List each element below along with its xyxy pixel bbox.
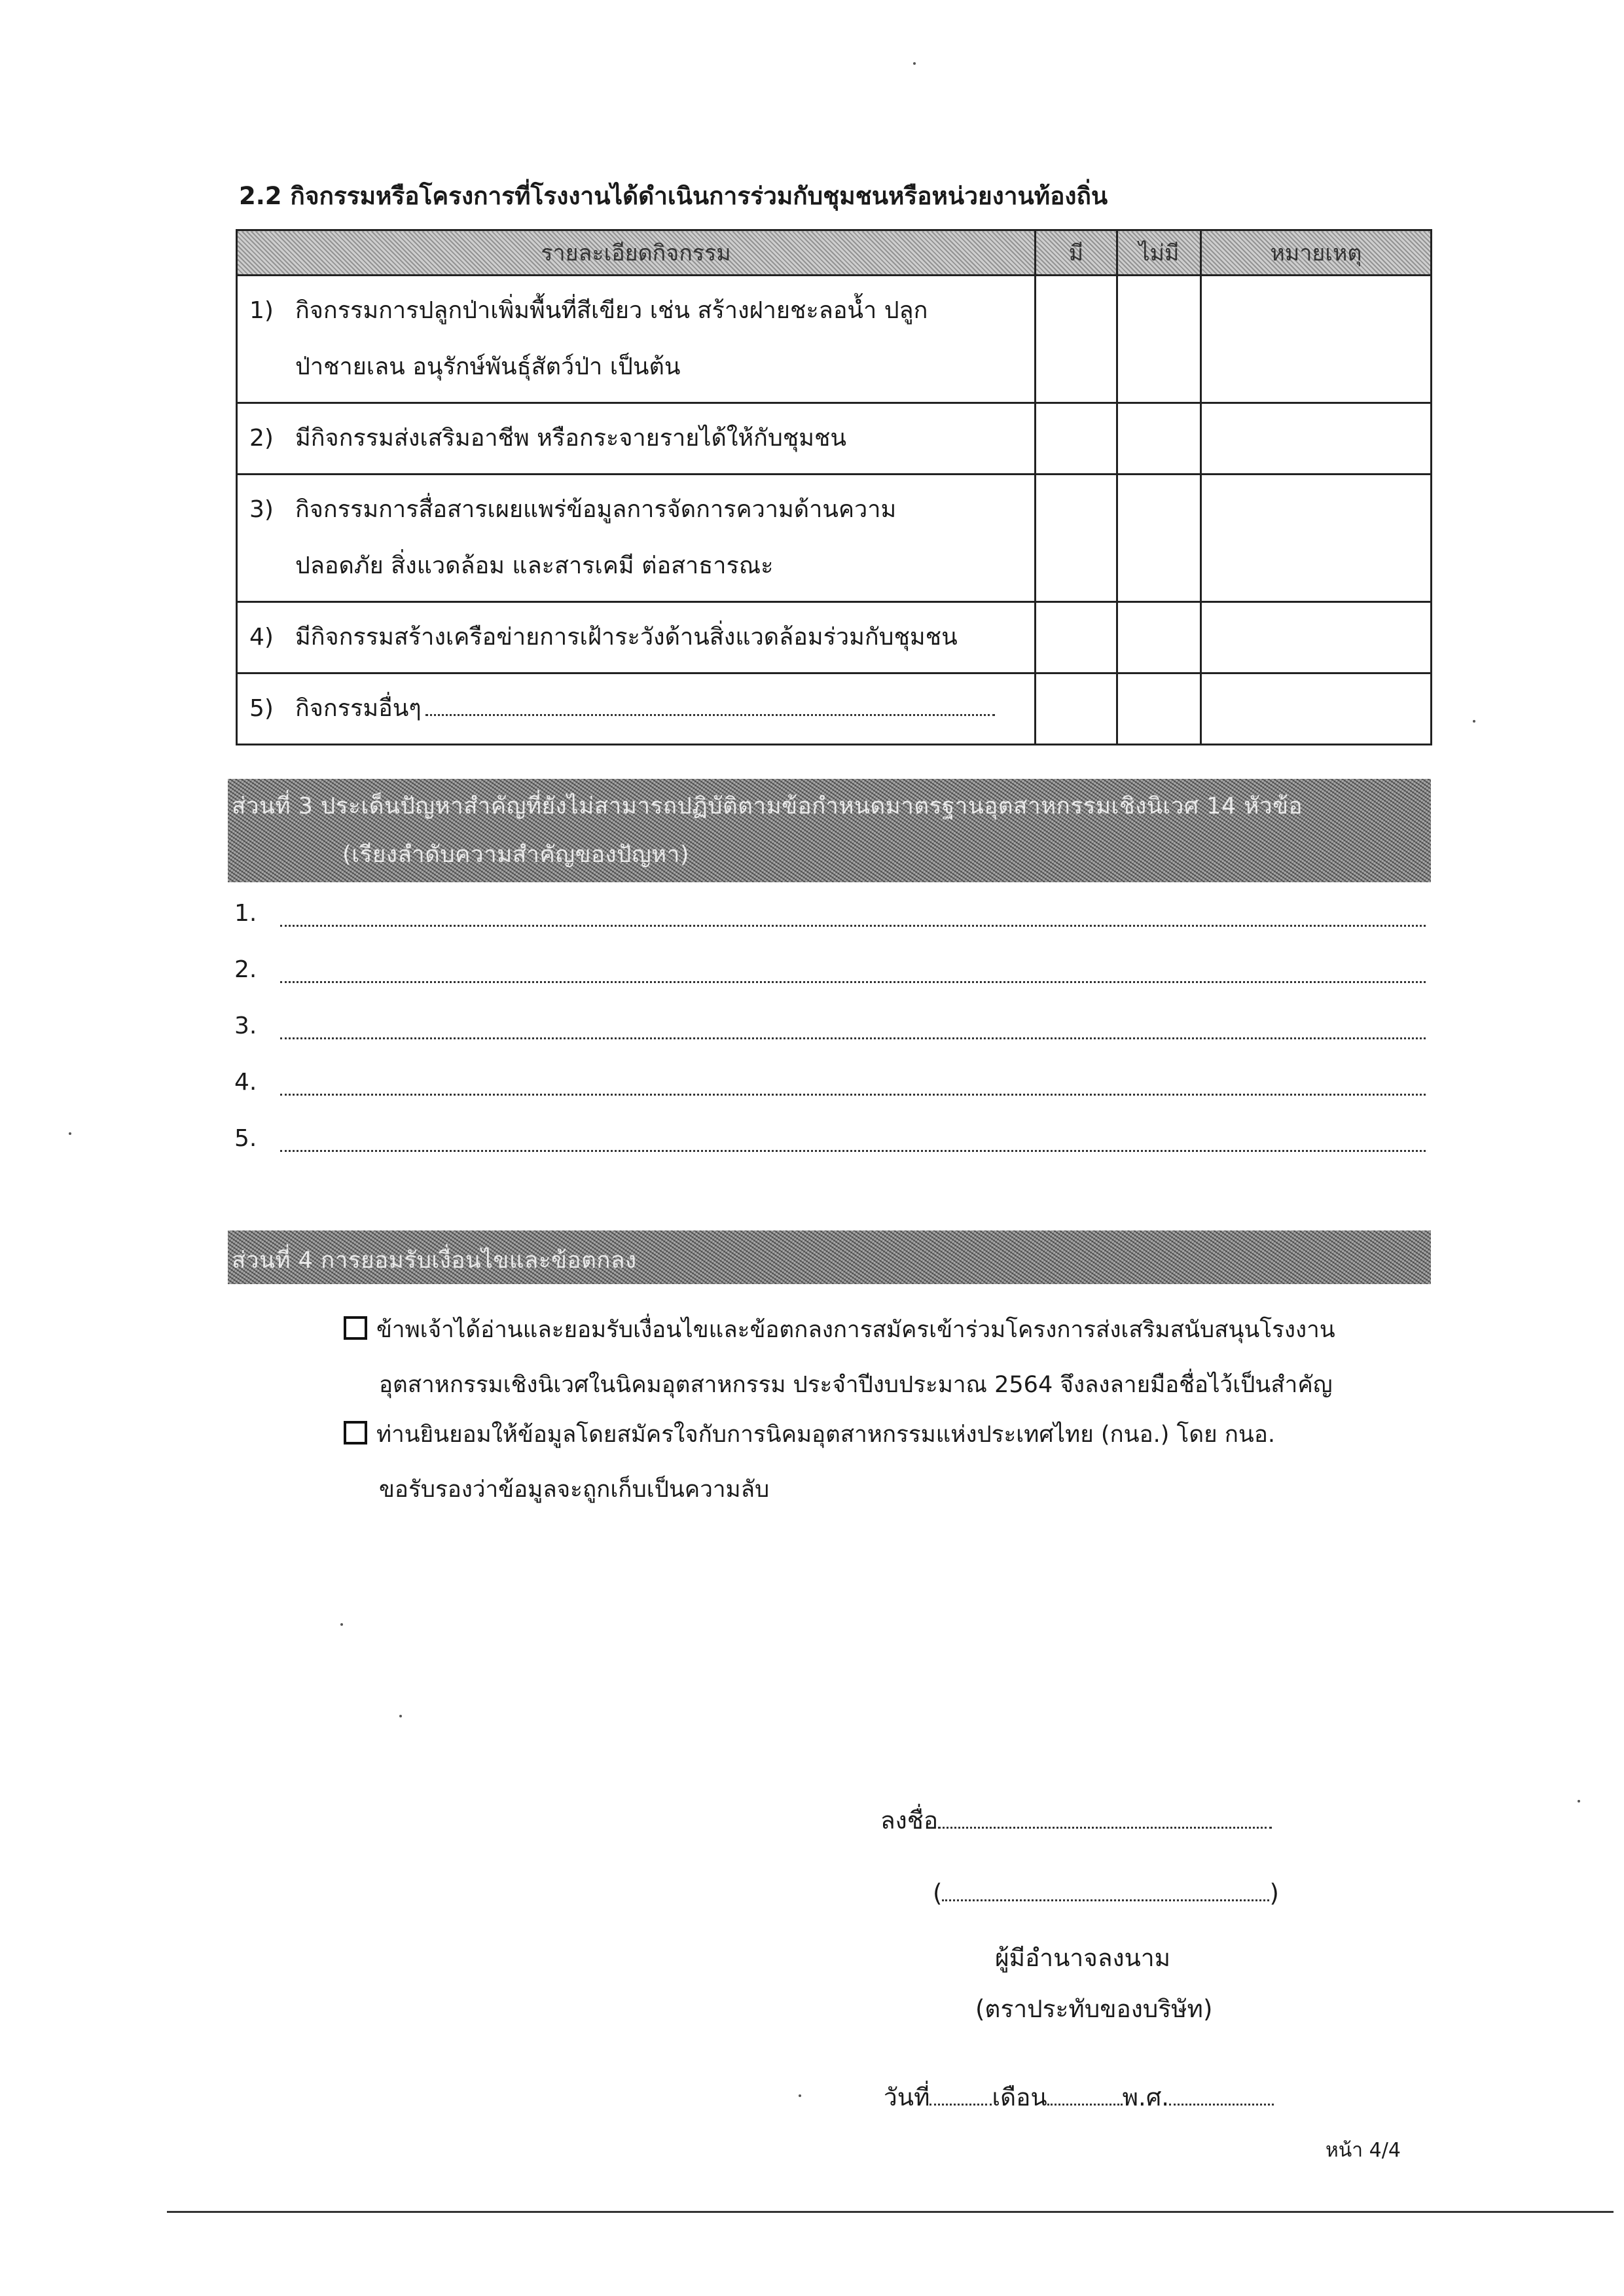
signature-field[interactable]: [938, 1804, 1272, 1829]
page-number: หน้า 4/4: [1326, 2139, 1401, 2162]
item-number: 3.: [234, 1013, 257, 1039]
printed-name-line: [933, 1877, 1279, 1907]
list-item: [234, 900, 1426, 956]
problem-field-2[interactable]: [280, 981, 1426, 983]
activity-4-desc: [237, 602, 1036, 673]
problem-field-5[interactable]: [280, 1150, 1426, 1152]
item-number: 2.: [234, 956, 257, 983]
activity-text: กิจกรรมการสื่อสารเผยแพร่ข้อมูลการจัดการความด้านความ: [295, 496, 897, 523]
table-row: [237, 673, 1432, 745]
row-number: 2): [249, 425, 274, 452]
activities-table: [236, 229, 1432, 745]
activity-text: มีกิจกรรมสร้างเครือข่ายการเฝ้าระวังด้านสิ่งแวดล้อมร่วมกับชุมชน: [295, 624, 958, 651]
header-detail: รายละเอียดกิจกรรม: [237, 230, 1036, 276]
problem-field-4[interactable]: [280, 1094, 1426, 1096]
table-row: [237, 276, 1432, 403]
header-no: ไม่มี: [1117, 230, 1201, 276]
year-field[interactable]: [1169, 2081, 1274, 2106]
activity-text-cont: ป่าชายเลน อนุรักษ์พันธุ์สัตว์ป่า เป็นต้น: [295, 353, 681, 380]
other-activity-field[interactable]: [425, 688, 995, 716]
no-cell[interactable]: [1117, 602, 1201, 673]
authority-label: ผู้มีอำนาจลงนาม: [995, 1944, 1171, 1972]
activity-text: กิจกรรมการปลูกป่าเพิ่มพื้นที่สีเขียว เช่น สร้างฝายชะลอน้ำ ปลูก: [295, 297, 928, 324]
remark-cell[interactable]: [1201, 403, 1432, 475]
no-cell[interactable]: [1117, 276, 1201, 403]
yes-cell[interactable]: [1036, 673, 1117, 745]
month-label: เดือน: [992, 2083, 1047, 2111]
activity-text: มีกิจกรรมส่งเสริมอาชีพ หรือกระจายรายได้ให้กับชุมชน: [295, 425, 847, 452]
item-number: 4.: [234, 1069, 257, 1096]
activity-5-desc: [237, 673, 1036, 745]
section-3-header-line2: (เรียงลำดับความสำคัญของปัญหา): [342, 842, 690, 868]
consent-terms-checkbox[interactable]: [344, 1316, 367, 1340]
list-item: [234, 956, 1426, 1013]
activity-1-desc: [237, 276, 1036, 403]
yes-cell[interactable]: [1036, 475, 1117, 602]
consent-terms: [344, 1302, 1404, 1412]
row-number: 5): [249, 695, 274, 722]
activity-text: กิจกรรมอื่นๆ: [295, 695, 422, 722]
open-paren: (: [933, 1879, 943, 1907]
day-field[interactable]: [929, 2081, 992, 2106]
activity-2-desc: [237, 403, 1036, 475]
table-row: [237, 403, 1432, 475]
problem-list: [234, 900, 1426, 1181]
consent-data-checkbox[interactable]: [344, 1421, 367, 1444]
consent-terms-text: ข้าพเจ้าได้อ่านและยอมรับเงื่อนไขและข้อตกลงการสมัครเข้าร่วมโครงการส่งเสริมสนับสนุนโรงงาน: [376, 1317, 1335, 1343]
printed-name-field[interactable]: [942, 1877, 1269, 1901]
yes-cell[interactable]: [1036, 276, 1117, 403]
item-number: 5.: [234, 1125, 257, 1152]
problem-field-3[interactable]: [280, 1037, 1426, 1039]
day-label: วันที่: [884, 2083, 930, 2111]
no-cell[interactable]: [1117, 673, 1201, 745]
sign-label: ลงชื่อ: [880, 1806, 939, 1835]
activity-3-desc: [237, 475, 1036, 602]
company-stamp-label: (ตราประทับของบริษัท): [975, 1995, 1213, 2023]
footer-rule: [167, 2211, 1614, 2213]
section-4-header: [228, 1230, 1431, 1284]
list-item: [234, 1013, 1426, 1069]
consent-data: [344, 1407, 1404, 1517]
year-label: พ.ศ.: [1122, 2083, 1170, 2111]
row-number: 1): [249, 297, 274, 324]
row-number: 3): [249, 496, 274, 523]
row-number: 4): [249, 624, 274, 651]
remark-cell[interactable]: [1201, 602, 1432, 673]
month-field[interactable]: [1047, 2081, 1123, 2106]
no-cell[interactable]: [1117, 475, 1201, 602]
consent-data-text-cont: ขอรับรองว่าข้อมูลจะถูกเก็บเป็นความลับ: [379, 1477, 770, 1503]
activity-text-cont: ปลอดภัย สิ่งแวดล้อม และสารเคมี ต่อสาธารณะ: [295, 552, 774, 579]
no-cell[interactable]: [1117, 403, 1201, 475]
remark-cell[interactable]: [1201, 276, 1432, 403]
section-2-2-title: 2.2 กิจกรรมหรือโครงการที่โรงงานได้ดำเนินการร่วมกับชุมชนหรือหน่วยงานท้องถิ่น: [239, 182, 1108, 210]
table-row: [237, 602, 1432, 673]
close-paren: ): [1269, 1879, 1279, 1907]
list-item: [234, 1069, 1426, 1125]
consent-terms-text-cont: อุตสาหกรรมเชิงนิเวศในนิคมอุตสาหกรรม ประจำปีงบประมาณ 2564 จึงลงลายมือชื่อไว้เป็นสำคัญ: [379, 1372, 1333, 1398]
remark-cell[interactable]: [1201, 673, 1432, 745]
header-yes: มี: [1036, 230, 1117, 276]
section-3-header: [228, 779, 1431, 882]
yes-cell[interactable]: [1036, 403, 1117, 475]
table-header-row: [237, 230, 1432, 276]
section-4-header-text: ส่วนที่ 4 การยอมรับเงื่อนไขและข้อตกลง: [232, 1247, 637, 1274]
table-row: [237, 475, 1432, 602]
item-number: 1.: [234, 900, 257, 927]
remark-cell[interactable]: [1201, 475, 1432, 602]
yes-cell[interactable]: [1036, 602, 1117, 673]
list-item: [234, 1125, 1426, 1181]
signature-line: [880, 1801, 1272, 1840]
consent-data-text: ท่านยินยอมให้ข้อมูลโดยสมัครใจกับการนิคมอุตสาหกรรมแห่งประเทศไทย (กนอ.) โดย กนอ.: [376, 1422, 1275, 1448]
problem-field-1[interactable]: [280, 925, 1426, 927]
header-remark: หมายเหตุ: [1201, 230, 1432, 276]
section-3-header-line1: ส่วนที่ 3 ประเด็นปัญหาสำคัญที่ยังไม่สามารถปฏิบัติตามข้อกำหนดมาตรฐานอุตสาหกรรมเชิงนิเวศ 14 หัวข้อ: [232, 793, 1303, 819]
date-line: [884, 2078, 1274, 2117]
